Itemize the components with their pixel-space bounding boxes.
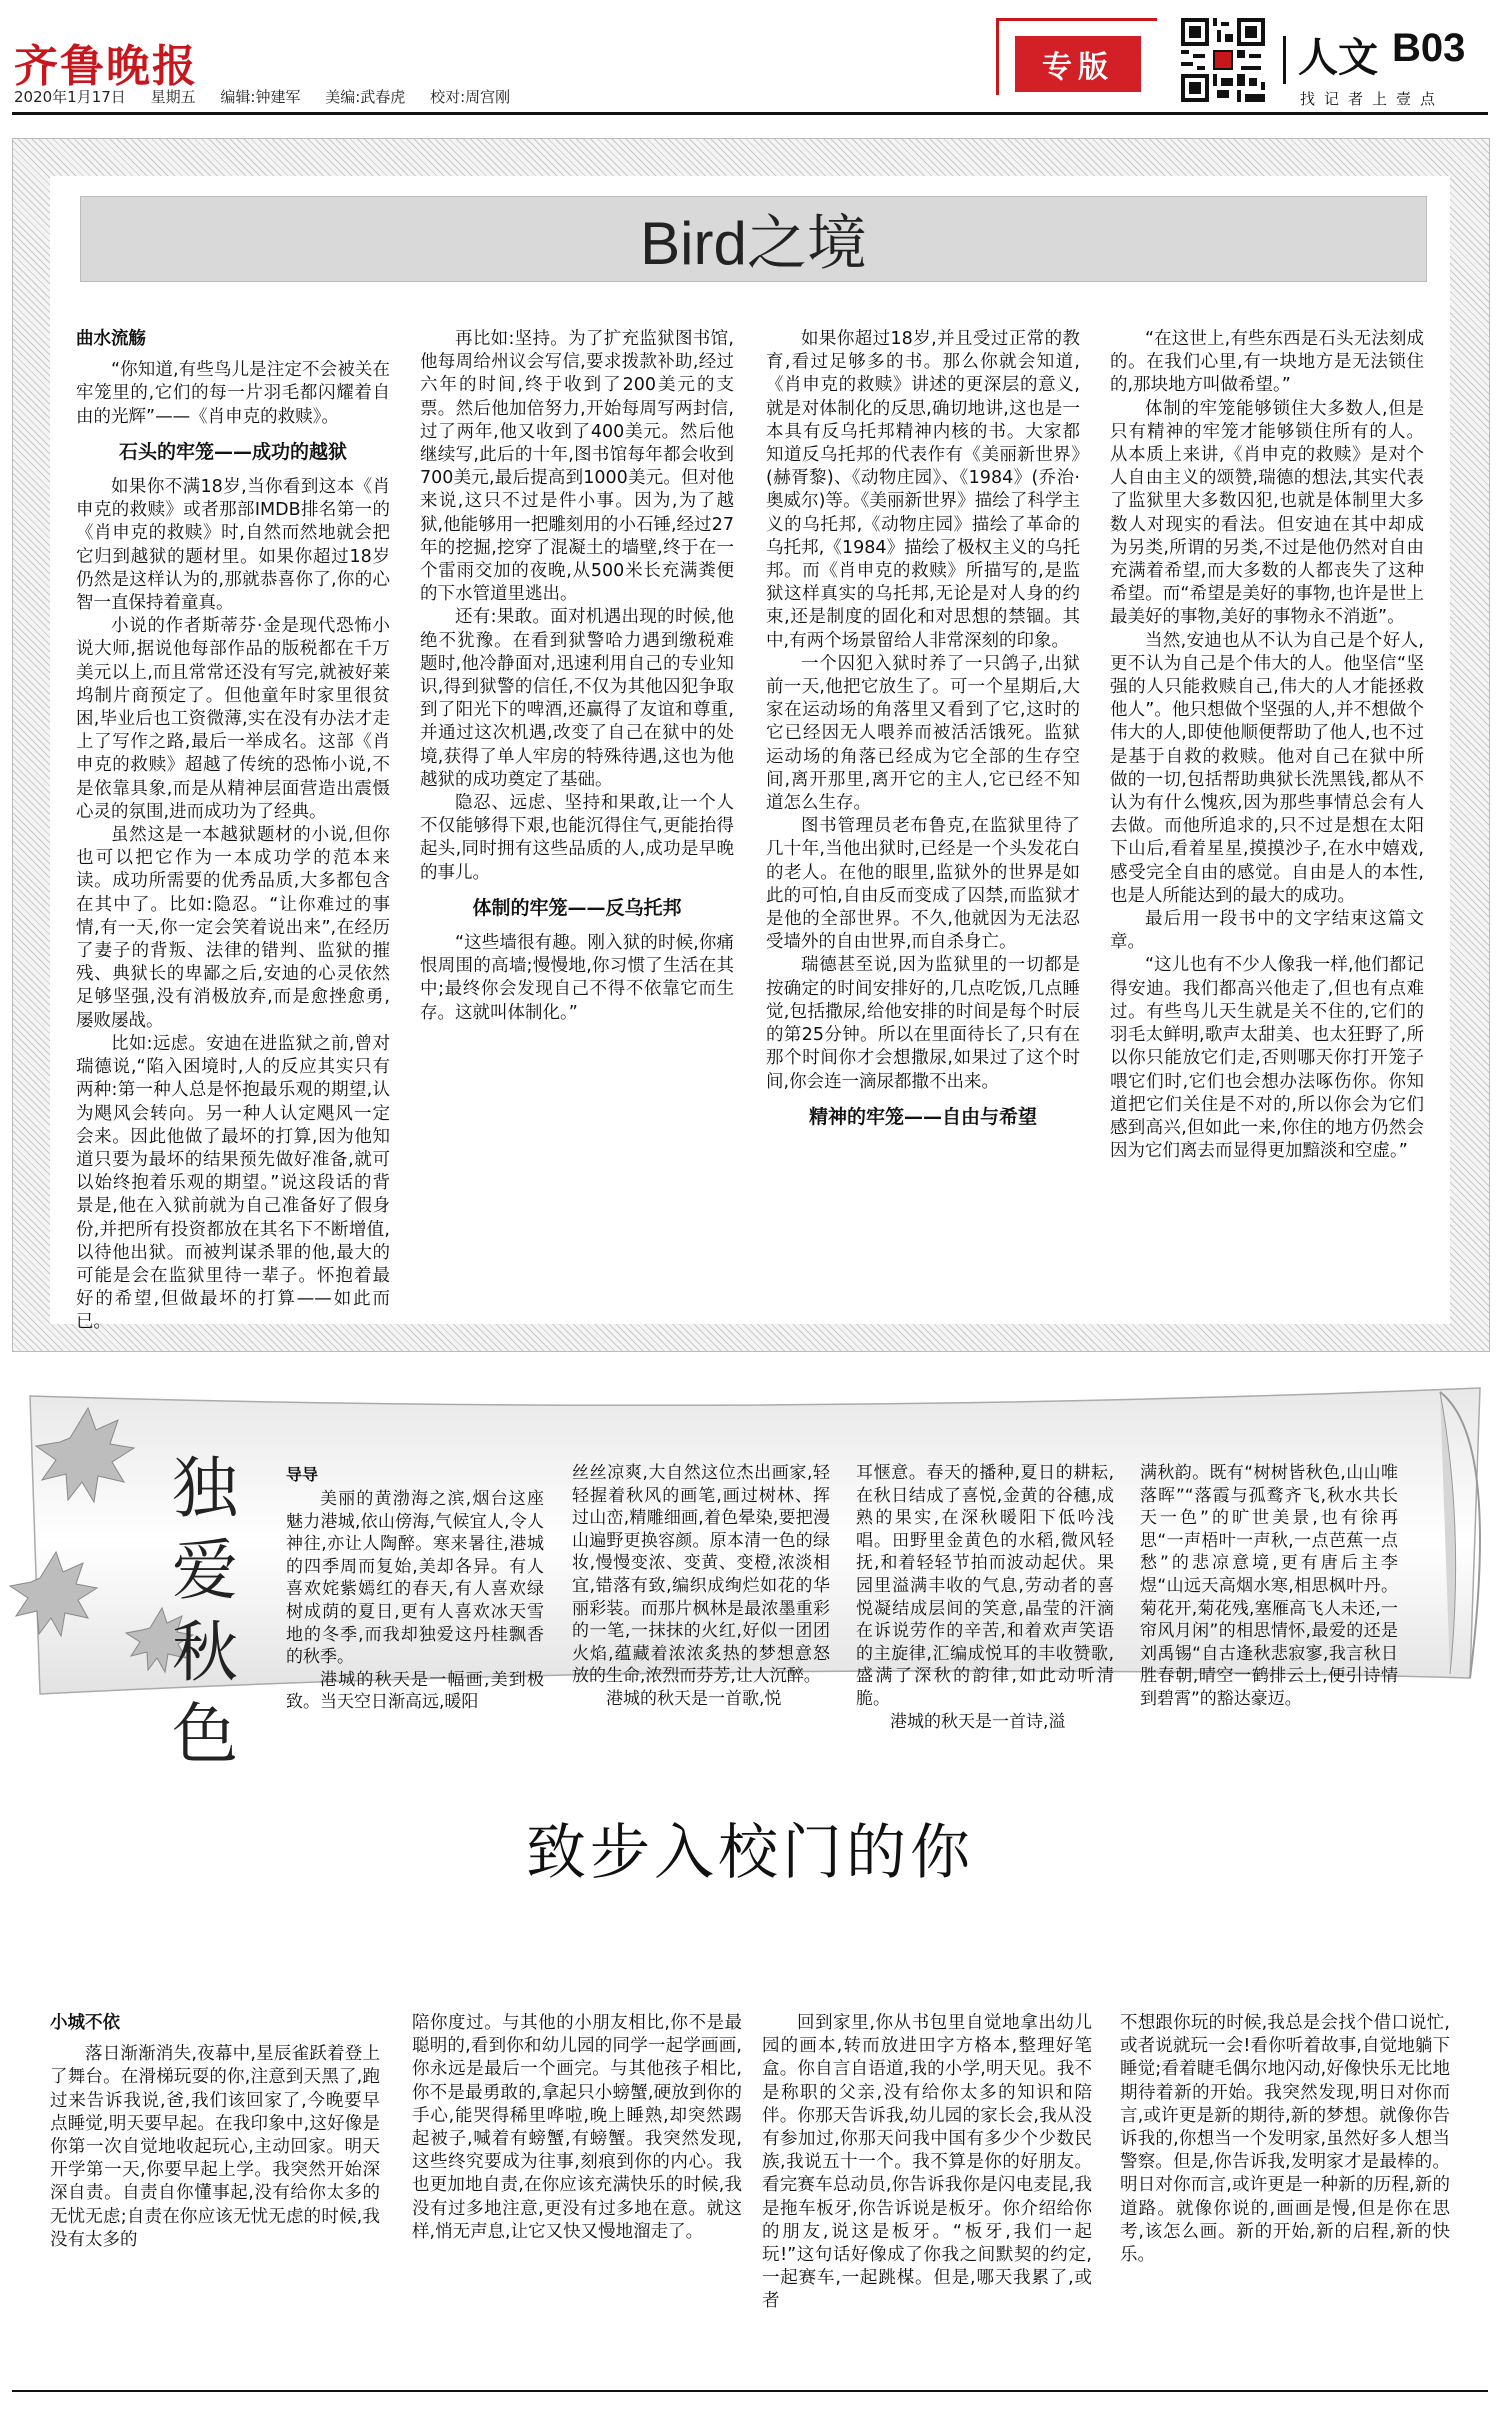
school-column-2 xyxy=(412,2012,742,2384)
subheading: 体制的牢笼——反乌托邦 xyxy=(472,896,682,919)
weekday: 星期五 xyxy=(150,88,196,106)
artist-credit: 美编:武春虎 xyxy=(325,88,406,106)
page-number: B03 xyxy=(1392,26,1466,70)
school-column-4 xyxy=(1120,2012,1450,2384)
dateline xyxy=(14,86,524,107)
newspaper-logo: 齐鲁晚报 xyxy=(14,41,198,92)
paragraph: 陪你度过。与其他的小朋友相比,你不是最聪明的,看到你和幼儿园的同学一起学画画,你永远是最后一个画完。与其他孩子相比,你不是最勇敢的,拿起只小螃蟹,硬放到你的手心,能哭得稀里哗啦,晚上睡熟,却突然踢起被子,喊着有螃蟹,有螃蟹。我突然发现,这些终究要成为往事,刻痕到你的内心。我也更加地自责,在你应该充满快乐的时候,我没有过多地注意,更没有过多地在意。就这样,悄无声息,让它又快又慢地溜走了。 xyxy=(412,2013,742,2242)
paragraph: 港城的秋天是一幅画,美到极致。当天空日渐高远,暖阳 xyxy=(286,1669,544,1713)
paragraph: 图书管理员老布鲁克,在监狱里待了几十年,当他出狱时,已经是一个头发花白的老人。在他的眼里,监狱外的世界是如此的可怕,自由反而变成了囚禁,而监狱才是他的全部世界。不久,他就因为无法忍受墙外的自由世界,而自杀身亡。 xyxy=(766,816,1080,953)
paragraph: 虽然这是一本越狱题材的小说,但你也可以把它作为一本成功学的范本来读。成功所需要的优秀品质,大多都包含在其中了。比如:隐忍。“让你难过的事情,有一天,你一定会笑着说出来”,在经历了妻子的背叛、法律的错判、监狱的摧残、典狱长的卑鄙之后,安迪的心灵依然足够坚强,没有消极放弃,而是愈挫愈勇,屡败屡战。 xyxy=(76,825,390,1031)
section-name: 人文 xyxy=(1298,35,1378,81)
byline: 小城不依 xyxy=(50,2013,120,2033)
bird-column-4 xyxy=(1110,328,1424,1318)
header-divider xyxy=(1283,36,1286,84)
footer-rule xyxy=(12,2390,1488,2392)
paragraph: “这些墙很有趣。刚入狱的时候,你痛恨周围的高墙;慢慢地,你习惯了生活在其中;最终你会发现自己不得不依靠它而生存。这就叫体制化。” xyxy=(420,933,734,1023)
article-title: Bird之境 xyxy=(80,196,1427,282)
paragraph: 还有:果敢。面对机遇出现的时候,他绝不犹豫。在看到狱警哈力遇到缴税难题时,他冷静面对,迅速利用自己的专业知识,得到狱警的信任,不仅为其他囚犯争取到了阳光下的啤酒,还赢得了友谊和尊重,并通过这次机遇,改变了自己在狱中的处境,获得了单人牢房的特殊待遇,这也为他越狱的成功奠定了基础。 xyxy=(420,607,734,790)
paragraph: 小说的作者斯蒂芬·金是现代恐怖小说大师,据说他每部作品的版税都在千万美元以上,而且常常还没有写完,就被好莱坞制片商预定了。但他童年时家里很贫困,毕业后也工资微薄,实在没有办法才走上了写作之路,最后一举成名。这部《肖申克的救赎》超越了传统的恐怖小说,不是依靠具象,而是从精神层面营造出震慑心灵的氛围,进而成功为了经典。 xyxy=(76,616,390,822)
autumn-column-2 xyxy=(572,1462,830,1709)
paragraph: 如果你不满18岁,当你看到这本《肖申克的救赎》或者那部IMDB排名第一的《肖申克的救赎》时,自然而然地就会把它归到越狱的题材里。如果你超过18岁仍然是这样认为的,那就恭喜你了,你的心智一直保持着童真。 xyxy=(76,477,390,614)
paragraph: 比如:远虑。安迪在进监狱之前,曾对瑞德说,“陷入困境时,人的反应其实只有两种:第一种人总是怀抱最乐观的期望,认为飓风会转向。另一种人认定飓风一定会来。因此他做了最坏的打算,因为他知道只要为最坏的结果预先做好准备,就可以始终抱着乐观的期望。”说这段话的背景是,他在入狱前就为自己准备好了假身份,并把所有投资都放在其名下不断增值,以待他出狱。而被判谋杀罪的他,最大的可能是会在监狱里待一辈子。怀抱着最好的希望,但做最坏的打算——如此而已。 xyxy=(76,1033,390,1333)
autumn-column-3 xyxy=(856,1462,1114,1732)
paragraph: “你知道,有些鸟儿是注定不会被关在牢笼里的,它们的每一片羽毛都闪耀着自由的光辉”——《肖申克的救赎》。 xyxy=(76,360,390,427)
paragraph: 当然,安迪也从不认为自己是个好人,更不认为自己是个伟大的人。他坚信“坚强的人只能救赎自己,伟大的人才能拯救他人”。他只想做个坚强的人,并不想做个伟大的人,即使他顺便帮助了他人,也不过是基于自救的救赎。他对自己在狱中所做的一切,包括帮助典狱长洗黑钱,都从不认为有什么愧疚,因为那些事情总会有人去做。而他所追求的,只不过是想在太阳下山后,看着星星,摸摸沙子,在水中嬉戏,感受完全自由的感觉。自由是人的本性,也是人所能达到的最大的成功。 xyxy=(1110,630,1424,906)
slogan: 找记者上壹点 xyxy=(1300,90,1445,108)
paragraph: 一个囚犯入狱时养了一只鸽子,出狱前一天,他把它放生了。可一个星期后,大家在运动场的角落里又看到了它,这时的它已经因无人喂养而被活活饿死。监狱运动场的角落已经成为它全部的生存空间,离开那里,离开它的主人,它已经不知道怎么生存。 xyxy=(766,653,1080,814)
paragraph: 回到家里,你从书包里自觉地拿出幼儿园的画本,转而放进田字方格本,整理好笔盒。你自言自语道,我的小学,明天见。我不是称职的父亲,没有给你太多的知识和陪伴。你那天告诉我,幼儿园的家长会,我从没有参加过,你那天问我中国有多少个少数民族,我说五十一个。我不算是你的好朋友。看完赛车总动员,你告诉我你是闪电麦昆,我是拖车板牙,你告诉说是板牙。你介绍给你的朋友,说这是板牙。“板牙,我们一起玩!”这句话好像成了你我之间默契的约定,一起赛车,一起跳楳。但是,哪天我累了,或者 xyxy=(762,2013,1092,2312)
paragraph: 港城的秋天是一首歌,悦 xyxy=(606,1688,782,1709)
school-column-3 xyxy=(762,2012,1092,2384)
paragraph: 港城的秋天是一首诗,溢 xyxy=(890,1711,1066,1732)
paragraph: 体制的牢笼能够锁住大多数人,但是只有精神的牢笼才能够锁住所有的人。从本质上来讲,《肖申克的救赎》是对个人自由主义的颂赞,瑞德的想法,其实代表了监狱里大多数囚犯,也就是体制里大多数人对现实的看法。但安迪在其中却成为另类,所谓的另类,不过是他仍然对自由充满着希望,而大多数的人都丧失了这种希望。而“希望是美好的事物,也许是世上最美好的事物,美好的事物永不消逝”。 xyxy=(1110,398,1424,628)
bird-column-3 xyxy=(766,328,1080,1318)
bird-column-1 xyxy=(76,328,390,1333)
autumn-title: 独爱秋色 xyxy=(172,1450,238,1773)
paragraph: 最后用一段书中的文字结束这篇文章。 xyxy=(1110,909,1424,953)
paragraph: 不想跟你玩的时候,我总是会找个借口说忙,或者说就玩一会!看你听着故事,自觉地躺下睡觉;看着睫毛偶尔地闪动,好像快乐无比地期待着新的开始。我突然发现,明日对你而言,或许更是新的期待,新的梦想。就像你告诉我的,你想当一个发明家,虽然好多人想当警察。但是,你告诉我,发明家才是最棒的。明日对你而言,或许更是一种新的历程,新的道路。就像你说的,画画是慢,但是你在思考,该怎么画。新的开始,新的启程,新的快乐。 xyxy=(1120,2013,1450,2266)
proof-credit: 校对:周宫刚 xyxy=(430,88,511,106)
paragraph: “这儿也有不少人像我一样,他们都记得安迪。我们都高兴他走了,但也有点难过。有些鸟儿天生就是关不住的,它们的羽毛太鲜明,歌声太甜美、也太狂野了,所以你只能放它们走,否则哪天你打开笼子喂它们时,它们也会想办法啄伤你。你知道把它们关住是不对的,所以你会为它们感到高兴,但如此一来,你住的地方仍然会因为它们离去而显得更加黯淡和空虚。” xyxy=(1110,955,1424,1162)
paragraph: 落日渐渐消失,夜幕中,星辰雀跃着登上了舞台。在滑梯玩耍的你,注意到天黑了,跑过来告诉我说,爸,我们该回家了,今晚要早点睡觉,明天要早起。在我印象中,这好像是你第一次自觉地收起玩心,主动回家。明天开学第一天,你要早起上学。我突然开始深深自责。自责自你懂事起,没有给你太多的无忧无虑;自责在你应该无忧无虑的时候,我没有太多的 xyxy=(50,2044,380,2250)
paragraph: 瑞德甚至说,因为监狱里的一切都是按确定的时间安排好的,几点吃饭,几点睡觉,包括撒尿,给他安排的时间是每个时辰的第25分钟。所以在里面待长了,只有在那个时间你才会想撒尿,如果过了这个时间,你会连一滴尿都撒不出来。 xyxy=(766,955,1080,1092)
paragraph: 耳惬意。春天的播种,夏日的耕耘,在秋日结成了喜悦,金黄的谷穗,成熟的果实,在深秋暖阳下低吟浅唱。田野里金黄色的水稻,微风轻抚,和着轻轻节拍而波动起伏。果园里溢满丰收的气息,劳动者的喜悦凝结成层间的笑意,晶莹的汗滴在诉说劳作的辛苦,和着欢声笑语的主旋律,汇编成悦耳的丰收赞歌,盛满了深秋的韵律,如此动听清脆。 xyxy=(856,1463,1114,1709)
autumn-lead-label: 导导 xyxy=(286,1465,319,1484)
issue-date: 2020年1月17日 xyxy=(14,88,126,106)
autumn-column-1 xyxy=(286,1488,544,1713)
article-title: 致步入校门的你 xyxy=(526,1818,974,1888)
subheading: 精神的牢笼——自由与希望 xyxy=(808,1105,1037,1128)
special-edition-tag: 专版 xyxy=(1015,36,1141,92)
subheading: 石头的牢笼——成功的越狱 xyxy=(118,440,347,463)
paragraph: “在这世上,有些东西是石头无法刻成的。在我们心里,有一块地方是无法锁住的,那块地方叫做希望。” xyxy=(1110,329,1424,396)
paragraph: 隐忍、远虑、坚持和果敢,让一个人不仅能够得下艰,也能沉得住气,更能抬得起头,同时拥有这些品质的人,成功是早晚的事儿。 xyxy=(420,793,734,883)
qr-code-icon xyxy=(1177,14,1269,106)
paragraph: 如果你超过18岁,并且受过正常的教育,看过足够多的书。那么你就会知道,《肖申克的救赎》讲述的更深层的意义,就是对体制化的反思,确切地讲,这也是一本具有反乌托邦精神内核的书。大家都知道反乌托邦的代表作有《美丽新世界》(赫胥黎)、《动物庄园》、《1984》(乔治·奥威尔)等。《美丽新世界》描绘了科学主义的乌托邦,《动物庄园》描绘了革命的乌托邦,《1984》描绘了极权主义的乌托邦。而《肖申克的救赎》所描写的,是监狱这样真实的乌托邦,无论是对人身的约束,还是制度的固化和对思想的禁锢。其中,有两个场景留给人非常深刻的印象。 xyxy=(766,329,1080,651)
paragraph: 美丽的黄渤海之滨,烟台这座魅力港城,依山傍海,气候宜人,令人神往,亦让人陶醉。寒来暑往,港城的四季周而复始,美却各异。有人喜欢姹紫嫣红的春天,有人喜欢绿树成荫的夏日,更有人喜欢冰天雪地的冬季,而我却独爱这丹桂飘香的秋季。 xyxy=(286,1489,544,1668)
paragraph: 丝丝凉爽,大自然这位杰出画家,轻轻握着秋风的画笔,画过树林、挥过山峦,精雕细画,着色晕染,要把漫山遍野更换容颜。原本清一色的绿妆,慢慢变浓、变黄、变橙,浓淡相宜,错落有致,编织成绚烂如花的华丽彩装。而那片枫林是最浓墨重彩的一笔,一抹抹的火红,好似一团团火焰,蕴藏着浓浓炙热的梦想意怒放的生命,浓烈而芬芳,让人沉醉。 xyxy=(572,1463,830,1687)
autumn-column-4 xyxy=(1140,1462,1398,1709)
school-column-1 xyxy=(50,2012,380,2384)
byline: 曲水流觞 xyxy=(76,329,146,349)
paragraph: 再比如:坚持。为了扩充监狱图书馆,他每周给州议会写信,要求拨款补助,经过六年的时间,终于收到了200美元的支票。然后他加倍努力,开始每周写两封信,过了两年,他又收到了400美元。然后他继续写,此后的十年,图书馆每年都会收到700美元,最后提高到1000美元。但对他来说,这只不过是件小事。因为,为了越狱,他能够用一把雕刻用的小石锤,经过27年的挖掘,挖穿了混凝土的墙壁,终于在一个雷雨交加的夜晚,从500米长充满粪便的下水管道里逃出。 xyxy=(420,329,734,605)
editor-credit: 编辑:钟建军 xyxy=(220,88,301,106)
header-rule xyxy=(12,112,1488,115)
bird-column-2 xyxy=(420,328,734,1318)
paragraph: 满秋韵。既有“树树皆秋色,山山唯落晖”“落霞与孤鹜齐飞,秋水共长天一色”的旷世美景,也有徐再思“一声梧叶一声秋,一点芭蕉一点愁”的悲凉意境,更有唐后主李煜“山远天高烟水寒,相思枫叶丹。菊花开,菊花残,塞雁高飞人未还,一帘风月闲”的相思情怀,最爱的还是刘禹锡“自古逢秋悲寂寥,我言秋日胜春朝,晴空一鹤排云上,便引诗情到碧霄”的豁达豪迈。 xyxy=(1140,1463,1398,1709)
